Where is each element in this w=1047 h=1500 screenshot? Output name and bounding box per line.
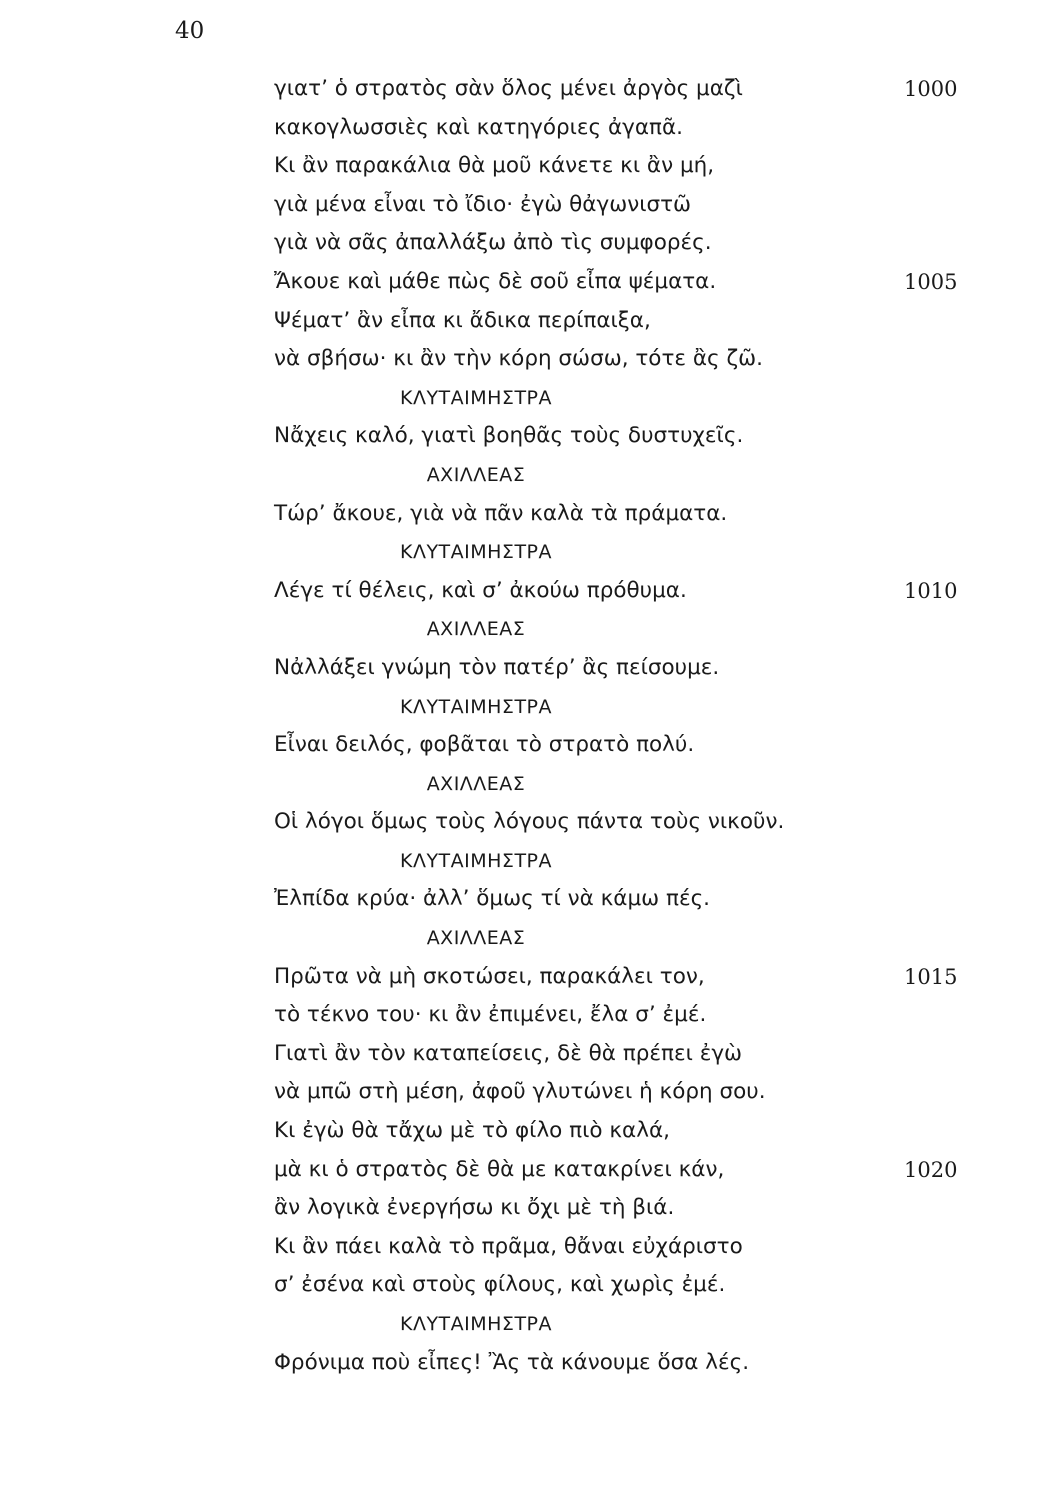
speaker-name: ΚΛΥΤΑΙΜΗΣΤΡΑ [399,541,553,564]
verse-row [0,109,1047,148]
line-number: 1015 [904,964,958,989]
verse-line: γιὰ νὰ σᾶς ἀπαλλάξω ἀπὸ τὶς συμφορές. [274,230,712,256]
speaker-name: ΑΧΙΛΛΕΑΣ [426,927,526,950]
speaker-name: ΚΛΥΤΑΙΜΗΣΤΡΑ [399,849,553,872]
verse-line: Νἄχεις καλό, γιατὶ βοηθᾶς τοὺς δυστυχεῖς. [274,423,744,449]
verse-line: σ’ ἐσένα καὶ στοὺς φίλους, καὶ χωρὶς ἐμέ. [274,1272,726,1298]
speaker-row [0,610,1047,649]
speaker-row [0,919,1047,958]
line-number: 1010 [904,578,958,603]
speaker-row [0,842,1047,881]
speaker-name: ΚΛΥΤΑΙΜΗΣΤΡΑ [399,1313,553,1335]
verse-row [0,1035,1047,1074]
speaker-row [0,765,1047,804]
verse-row [0,70,1047,109]
verse-line: μὰ κι ὁ στρατὸς δὲ θὰ με κατακρίνει κάν, [274,1156,725,1182]
verse-line: τὸ τέκνο του· κι ἂν ἐπιμένει, ἔλα σ’ ἐμέ. [274,1002,707,1028]
verse-line: Ψέματ’ ἂν εἶπα κι ἄδικα περίπαιξα, [274,307,651,333]
verse-row [0,1151,1047,1190]
speaker-row [0,456,1047,495]
speaker-name: ΚΛΥΤΑΙΜΗΣΤΡΑ [399,386,553,409]
verse-line: Ἐλπίδα κρύα· ἀλλ’ ὅμως τί νὰ κάμω πές. [274,886,711,912]
speaker-name: ΑΧΙΛΛΕΑΣ [426,463,526,486]
verse-row [0,302,1047,341]
play-text [0,70,1047,1382]
verse-row [0,263,1047,302]
speaker-row [0,533,1047,572]
verse-row [0,1112,1047,1151]
speaker-name: ΑΧΙΛΛΕΑΣ [426,618,526,641]
line-number: 1020 [904,1157,958,1182]
verse-line: κακογλωσσιὲς καὶ κατηγόριες ἀγαπᾶ. [274,114,683,140]
verse-line: Εἶναι δειλός, φοβᾶται τὸ στρατὸ πολύ. [274,732,695,758]
verse-row [0,224,1047,263]
verse-line: Φρόνιμα ποὺ εἶπες! Ἂς τὰ κάνουμε ὅσα λές. [274,1349,750,1375]
line-number: 1000 [904,77,958,101]
speaker-row [0,379,1047,418]
verse-line: Ἄκουε καὶ μάθε πὼς δὲ σοῦ εἶπα ψέματα. [274,268,717,294]
verse-row [0,1344,1047,1383]
page-number: 40 [175,18,205,44]
verse-line: γιατ’ ὁ στρατὸς σὰν ὅλος μένει ἀργὸς μαζὶ [274,76,743,101]
verse-row [0,996,1047,1035]
verse-line: Κι ἐγὼ θὰ τἄχω μὲ τὸ φίλο πιὸ καλά, [274,1118,670,1144]
verse-row [0,1228,1047,1267]
verse-line: νὰ μπῶ στὴ μέση, ἀφοῦ γλυτώνει ἡ κόρη σου. [274,1079,766,1105]
verse-row [0,495,1047,534]
verse-line: Πρῶτα νὰ μὴ σκοτώσει, παρακάλει τον, [274,963,705,989]
verse-line: νὰ σβήσω· κι ἂν τὴν κόρη σώσω, τότε ἂς ζῶ. [274,346,764,372]
verse-line: Τώρ’ ἄκουε, γιὰ νὰ πᾶν καλὰ τὰ πράματα. [274,500,728,526]
verse-line: Κι ἂν παρακάλια θὰ μοῦ κάνετε κι ἂν μή, [274,153,715,179]
speaker-row [0,1305,1047,1344]
verse-row [0,572,1047,611]
verse-row [0,649,1047,688]
verse-line: γιὰ μένα εἶναι τὸ ἴδιο· ἐγὼ θἀγωνιστῶ [274,191,692,217]
speaker-name: ΑΧΙΛΛΕΑΣ [426,772,526,795]
verse-row [0,186,1047,225]
verse-line: Οἱ λόγοι ὅμως τοὺς λόγους πάντα τοὺς νικοῦν. [274,809,785,835]
verse-line: ἂν λογικὰ ἐνεργήσω κι ὄχι μὲ τὴ βιά. [274,1195,675,1221]
verse-line: Νἀλλάξει γνώμη τὸν πατέρ’ ἂς πείσουμε. [274,654,720,680]
verse-row [0,147,1047,186]
line-number: 1005 [904,269,958,294]
verse-row [0,1266,1047,1305]
verse-row [0,417,1047,456]
verse-line: Κι ἂν πάει καλὰ τὸ πρᾶμα, θἄναι εὐχάριστο [274,1233,743,1259]
verse-line: Γιατὶ ἂν τὸν καταπείσεις, δὲ θὰ πρέπει ἐγὼ [274,1040,743,1066]
verse-row [0,1189,1047,1228]
verse-line: Λέγε τί θέλεις, καὶ σ’ ἀκούω πρόθυμα. [274,577,687,603]
verse-row [0,803,1047,842]
verse-row [0,340,1047,379]
speaker-name: ΚΛΥΤΑΙΜΗΣΤΡΑ [399,695,553,718]
verse-row [0,958,1047,997]
verse-row [0,726,1047,765]
verse-row [0,880,1047,919]
speaker-row [0,688,1047,727]
verse-row [0,1073,1047,1112]
